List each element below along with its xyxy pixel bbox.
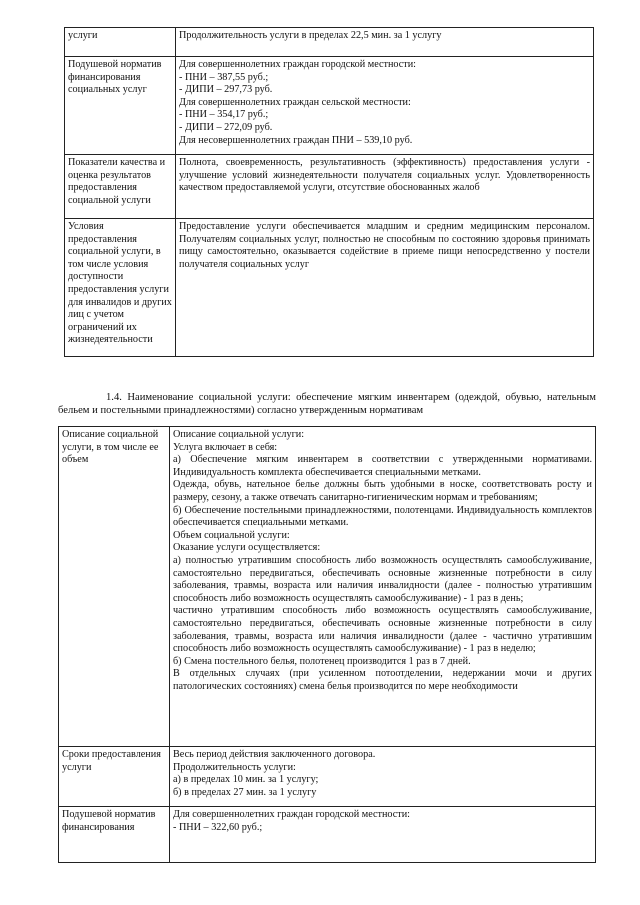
- text-line: - ДИПИ – 272,09 руб.: [179, 121, 273, 133]
- text-line: Продолжительность услуги в пределах 22,5 мин. за 1 услугу: [179, 30, 442, 41]
- section-heading-text: 1.4. Наименование социальной услуги: обеспечение мягким инвентарем (одеждой, обувью, нательным бельем и постельными принадлежностями) согласно утвержденным нормативам: [58, 392, 596, 417]
- text-line: б) Обеспечение постельными принадлежностями, полотенцами. Индивидуальность комплектов обеспечивается специальными метками.: [173, 504, 592, 529]
- text-line: Одежда, обувь, нательное белье должны быть удобными в носке, соответствовать росту и размеру, сезону, а также отвечать санитарно-гигиеническим нормам и требованиям;: [173, 479, 592, 503]
- text-line: а) Обеспечение мягким инвентарем в соответствии с утвержденными нормативами. Индивидуальность комплекта обеспечивается специальными метками.: [173, 454, 592, 478]
- text-line: В отдельных случаях (при усиленном потоотделении, недержании мочи и других патологических состояниях) смена белья производится по мере необходимости: [173, 668, 592, 692]
- text-line: Для несовершеннолетних граждан ПНИ – 539,10 руб.: [179, 134, 413, 146]
- row-content: [170, 807, 596, 863]
- row-label: услуги: [65, 28, 176, 57]
- table-row: [59, 747, 596, 807]
- text-line: а) в пределах 10 мин. за 1 услугу;: [173, 774, 319, 786]
- text-line: Оказание услуги осуществляется:: [173, 542, 321, 554]
- text-line: Для совершеннолетних граждан городской местности:: [179, 59, 417, 70]
- row-content: [176, 28, 594, 57]
- row-label: Сроки предоставления услуги: [59, 747, 170, 807]
- row-content: [176, 57, 594, 155]
- text-line: - ПНИ – 322,60 руб.;: [173, 821, 263, 833]
- table-row: [65, 155, 594, 219]
- text-line: а) полностью утратившим способность либо возможность осуществлять самообслуживание, самостоятельно передвигаться, обеспечивать основные жизненные потребности в силу заболевания, травмы, возраста или наличия инвалидности (далее - полностью утратившим способность либо возможность осуществлять самообслуживание) - 1 раз в день;: [173, 554, 592, 604]
- row-label: Подушевой норматив финансирования социальных услуг: [65, 57, 176, 155]
- row-label: Условия предоставления социальной услуги, в том числе условия доступности предоставления услуги для инвалидов и других лиц с учетом ограничений их жизнедеятельности: [65, 219, 176, 357]
- text-line: б) Смена постельного белья, полотенец производится 1 раз в 7 дней.: [173, 655, 471, 667]
- row-label: Подушевой норматив финансирования: [59, 807, 170, 863]
- table-row: [65, 57, 594, 155]
- text-line: частично утратившим способность либо возможность осуществлять самообслуживание, самостоятельно передвигаться, обеспечивать основные жизненные потребности в силу заболевания, травмы, возраста или наличия инвалидности (далее - частично утратившим способность либо возможность осуществлять самообслуживание) - 1 раз в неделю;: [173, 605, 592, 655]
- text-line: Описание социальной услуги:: [173, 429, 305, 440]
- section-heading: [58, 391, 596, 418]
- table-row: [59, 427, 596, 747]
- text-line: - ПНИ – 354,17 руб.;: [179, 109, 269, 121]
- text-line: Услуга включает в себя:: [173, 441, 278, 453]
- text-line: б) в пределах 27 мин. за 1 услугу: [173, 786, 317, 798]
- table-row: [65, 28, 594, 57]
- row-label: Описание социальной услуги, в том числе ее объем: [59, 427, 170, 747]
- services-table-1: [64, 27, 594, 357]
- table-row: [65, 219, 594, 357]
- text-line: Для совершеннолетних граждан городской местности:: [173, 809, 411, 820]
- text-line: Объем социальной услуги:: [173, 529, 290, 541]
- row-content: [176, 155, 594, 219]
- text-line: Полнота, своевременность, результативность (эффективность) предоставления услуги - улучшение условий жизнедеятельности получателя социальных услуг. Удовлетворенность качеством предоставляемой услуги, отсутствие обоснованных жалоб: [179, 157, 590, 194]
- table-row: [59, 807, 596, 863]
- services-table-2: [58, 426, 596, 863]
- row-content: [170, 747, 596, 807]
- row-label: Показатели качества и оценка результатов предоставления социальной услуги: [65, 155, 176, 219]
- row-content: [176, 219, 594, 357]
- text-line: Предоставление услуги обеспечивается младшим и средним медицинским персоналом. Получателям социальных услуг, полностью не способным по состоянию здоровья принимать пищу самостоятельно, оказывается содействие в приеме пищи непосредственно у постели получателя социальных услуг: [179, 221, 590, 270]
- row-content: [170, 427, 596, 747]
- text-line: Для совершеннолетних граждан сельской местности:: [179, 96, 411, 108]
- text-line: - ПНИ – 387,55 руб.;: [179, 71, 269, 83]
- text-line: - ДИПИ – 297,73 руб.: [179, 84, 273, 96]
- text-line: Весь период действия заключенного договора.: [173, 749, 376, 760]
- text-line: Продолжительность услуги:: [173, 761, 296, 773]
